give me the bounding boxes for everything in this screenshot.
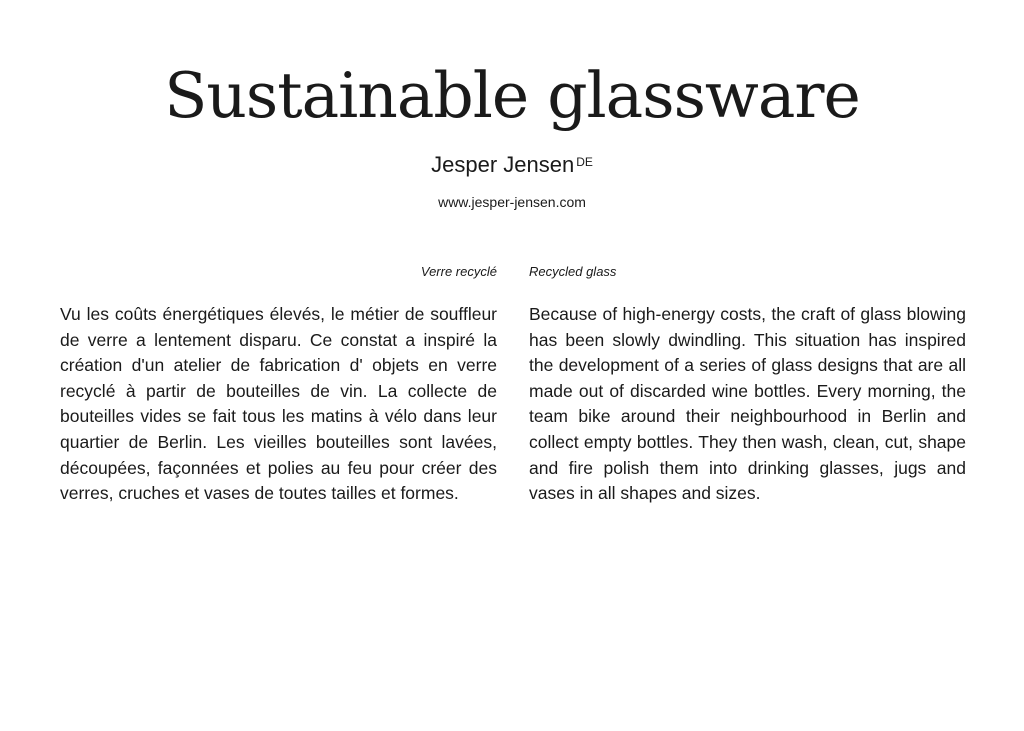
english-body-text: Because of high-energy costs, the craft of glass blowing has been slowly dwindling. This situation has inspired the development of a series of glass designs that are all made out of discarded wine bottles. Every morning, the team bike around their neighbourhood in Berlin and collect empty bottles. They then wash, clean, cut, shape and fire polish them into drinking glasses, jugs and vases in all shapes and sizes.	[529, 304, 966, 504]
website-link[interactable]: www.jesper-jensen.com	[438, 194, 586, 210]
english-section-label: Recycled glass	[529, 264, 617, 279]
french-body-text: Vu les coûts énergétiques élevés, le métier de souffleur de verre a lentement disparu. Ce constat a inspiré la création d'un atelier de fabrication d' objets en verre recyclé à partir de bouteilles de vin. La collecte de bouteilles vides se fait tous les matins à vélo dans leur quartier de Berlin. Les vieilles bouteilles sont lavées, découpées, façonnées et polies au feu pour créer des verres, cruches et vases de toutes tailles et formes.	[60, 304, 497, 504]
french-section-label: Verre recyclé	[420, 264, 497, 279]
french-column	[60, 262, 497, 507]
english-column	[529, 262, 966, 507]
page-title: Sustainable glassware	[164, 59, 860, 132]
author-line	[0, 150, 1024, 180]
country-code: DE	[576, 155, 593, 169]
author-name: Jesper Jensen	[431, 152, 575, 177]
